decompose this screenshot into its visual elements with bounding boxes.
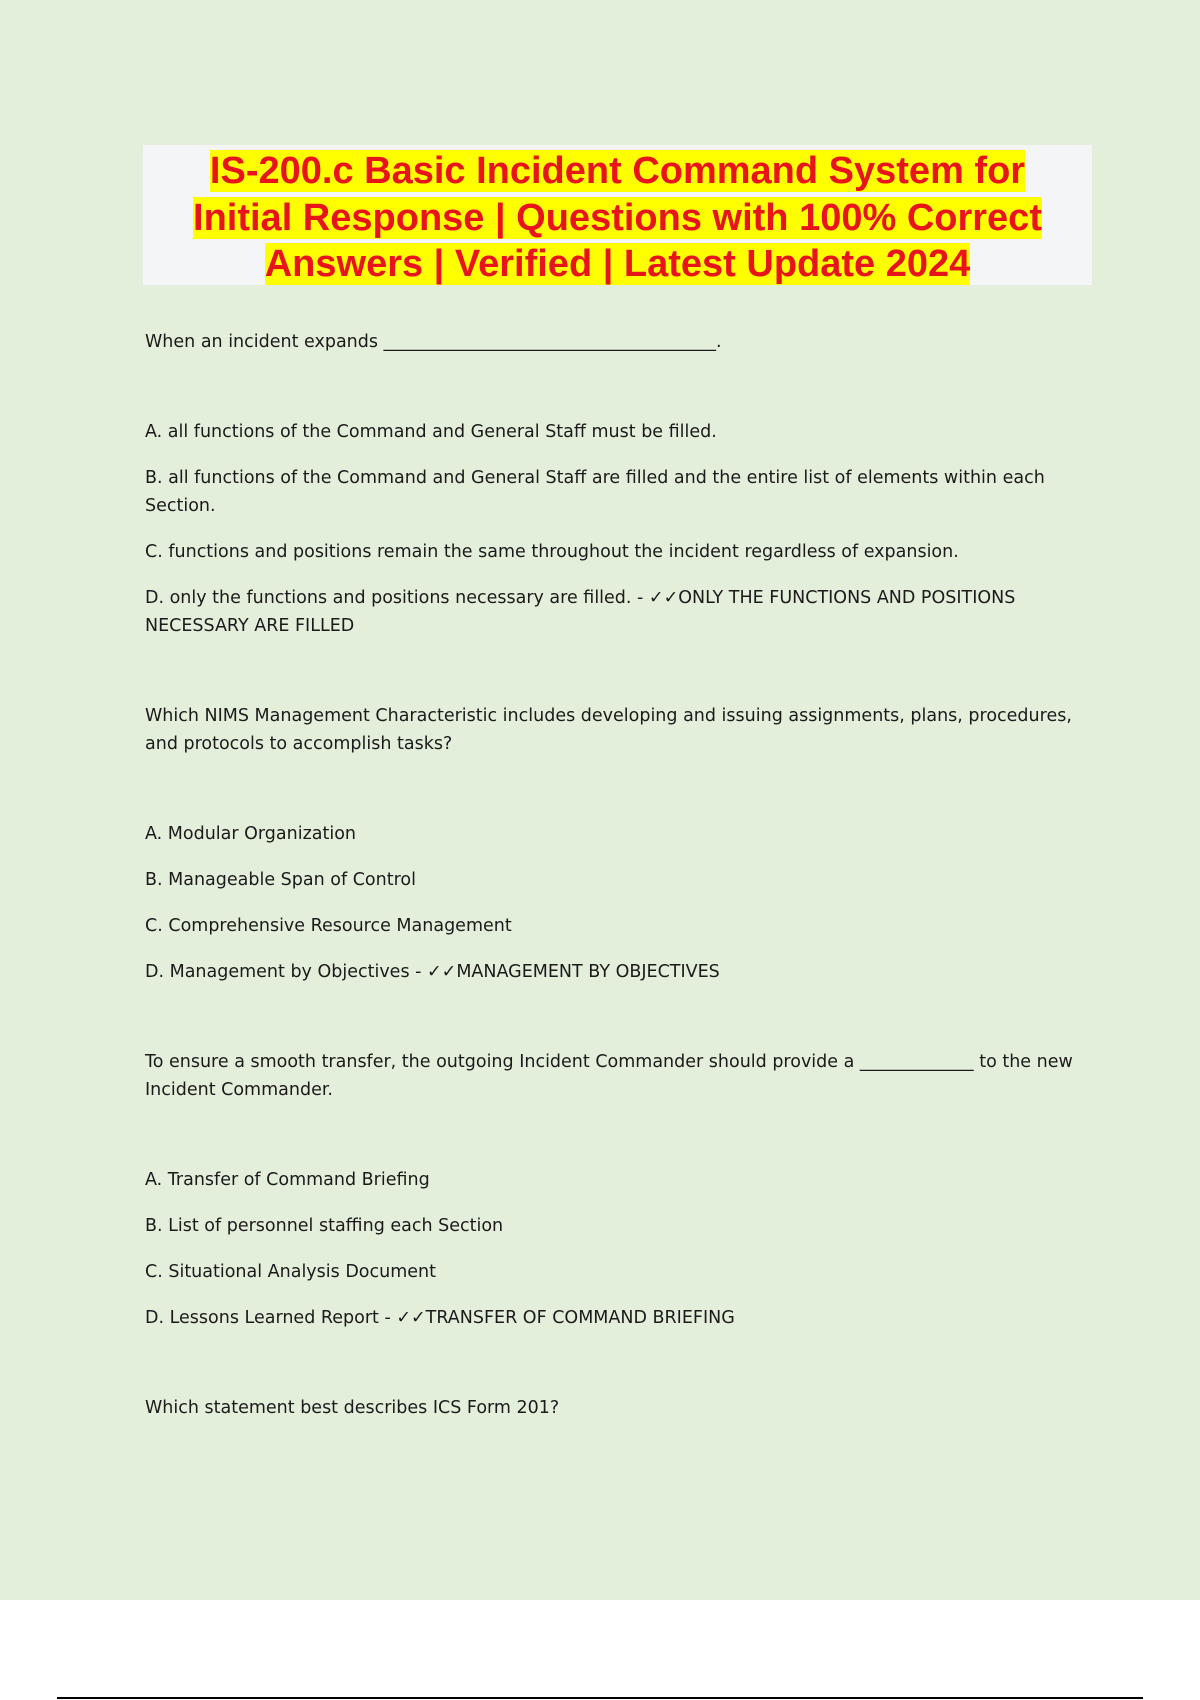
- question-block: [145, 328, 1075, 640]
- answer-option: A. all functions of the Command and General Staff must be filled.: [145, 422, 717, 442]
- title-block: [143, 145, 1092, 285]
- answer-option: C. Situational Analysis Document: [145, 1262, 436, 1282]
- question-block: [145, 1394, 1075, 1422]
- answer-option-correct: D. Management by Objectives - ✓✓MANAGEMENT BY OBJECTIVES: [145, 962, 720, 982]
- answer-option: A. Transfer of Command Briefing: [145, 1170, 430, 1190]
- answer-option-correct: D. Lessons Learned Report - ✓✓TRANSFER OF COMMAND BRIEFING: [145, 1308, 735, 1328]
- answer-options: [145, 1166, 1075, 1332]
- question-list: [145, 328, 1075, 1422]
- answer-option: A. Modular Organization: [145, 824, 357, 844]
- question-text: Which statement best describes ICS Form 201?: [145, 1398, 560, 1418]
- answer-options: [145, 418, 1075, 640]
- footer-divider: [57, 1697, 1143, 1699]
- question-block: [145, 702, 1075, 986]
- answer-option: B. Manageable Span of Control: [145, 870, 416, 890]
- question-text: When an incident expands ______________________________________.: [145, 332, 722, 352]
- document-title-line-3: Answers | Verified | Latest Update 2024: [264, 243, 971, 285]
- answer-options: [145, 820, 1075, 986]
- answer-option: C. functions and positions remain the same throughout the incident regardless of expansion.: [145, 542, 959, 562]
- answer-option-correct: D. only the functions and positions necessary are filled. - ✓✓ONLY THE FUNCTIONS AND POSITIONS NECESSARY ARE FILLED: [145, 588, 1016, 636]
- question-block: [145, 1048, 1075, 1332]
- question-text: Which NIMS Management Characteristic includes developing and issuing assignments, plans, procedures, and protocols to accomplish tasks?: [145, 706, 1072, 754]
- question-text: To ensure a smooth transfer, the outgoing Incident Commander should provide a _____________ to the new Incident Commander.: [145, 1052, 1073, 1100]
- answer-option: C. Comprehensive Resource Management: [145, 916, 512, 936]
- document-title-line-1: IS-200.c Basic Incident Command System for: [209, 150, 1026, 192]
- document-title-line-2: Initial Response | Questions with 100% Correct: [193, 196, 1042, 239]
- answer-option: B. all functions of the Command and General Staff are filled and the entire list of elements within each Section.: [145, 468, 1045, 516]
- answer-option: B. List of personnel staffing each Section: [145, 1216, 504, 1236]
